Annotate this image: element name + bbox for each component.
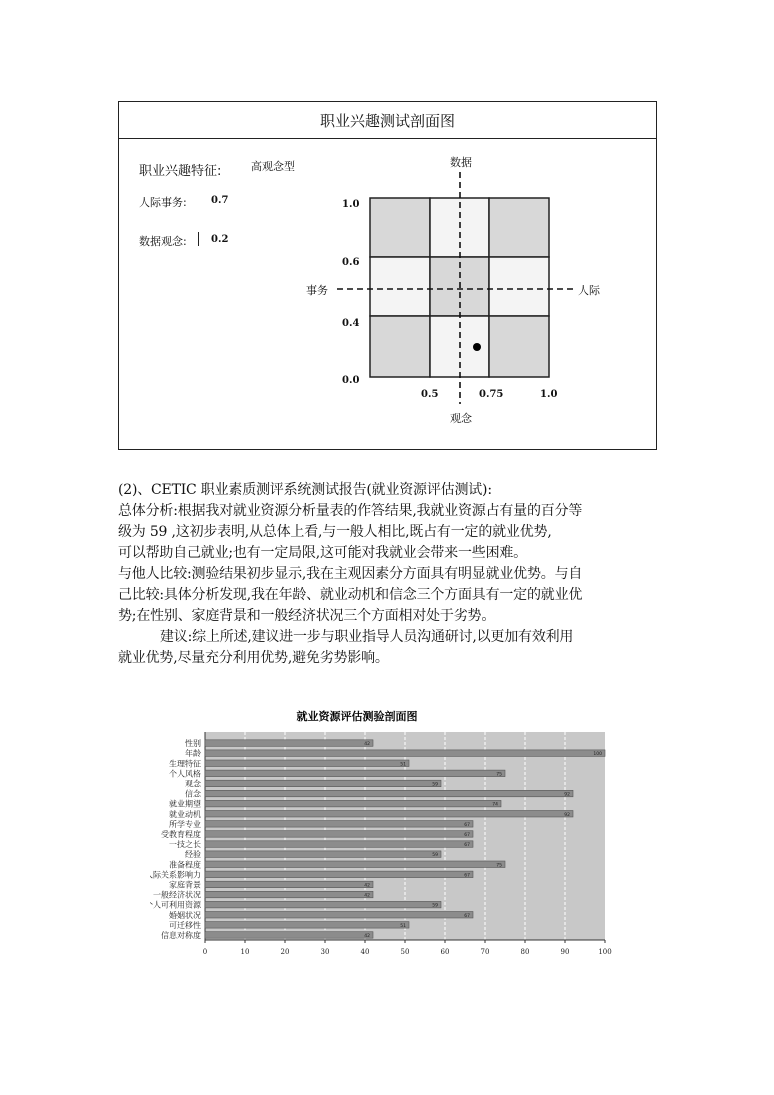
x-tick-label: 80 <box>520 948 530 956</box>
interest-profile-title: 职业兴趣测试剖面图 <box>319 112 455 130</box>
category-label: 性别 <box>185 739 201 749</box>
value-label: 100 <box>593 752 602 758</box>
bar <box>205 831 473 837</box>
category-label: 人际关系影响力 <box>150 870 201 880</box>
x-tick-2: 0.75 <box>479 389 504 400</box>
text-line-1: 总体分析:根据我对就业资源分析量表的作答结果,我就业资源占有量的百分等 <box>118 503 583 519</box>
value-label: 51 <box>400 762 406 768</box>
bar <box>205 811 573 817</box>
x-tick-label: 20 <box>280 948 290 956</box>
value-label: 67 <box>464 832 470 838</box>
value-label: 42 <box>364 883 370 889</box>
row1-label: 人际事务: <box>139 196 187 209</box>
category-label: 观念 <box>185 779 201 789</box>
bar <box>205 800 501 806</box>
category-label: 就业期望 <box>169 799 201 809</box>
x-tick-label: 100 <box>598 948 612 956</box>
resource-chart-svg <box>150 700 620 970</box>
category-label: 一般经济状况 <box>153 890 201 900</box>
value-label: 75 <box>496 772 502 778</box>
category-label: 一技之长 <box>169 840 201 850</box>
category-label: 信息对称度 <box>161 930 201 940</box>
grid-cell-tl <box>370 198 430 257</box>
grid-cell-bl <box>370 316 430 377</box>
category-label: 家庭背景 <box>169 880 201 890</box>
bar <box>205 851 441 857</box>
feature-label: 职业兴趣特征: <box>139 164 222 179</box>
value-label: 42 <box>364 933 370 939</box>
grid-cell-br <box>489 316 549 377</box>
axis-top-label: 数据 <box>450 156 472 169</box>
value-label: 67 <box>464 843 470 849</box>
text-line-3: 可以帮助自己就业;也有一定局限,这可能对我就业会带来一些困难。 <box>118 545 527 561</box>
y-tick-2: 0.6 <box>342 257 360 268</box>
bar <box>205 790 573 796</box>
category-label: 婚姻状况 <box>169 910 201 920</box>
y-tick-1: 1.0 <box>342 199 360 210</box>
bar <box>205 881 373 887</box>
category-label: 个人风格 <box>169 769 201 779</box>
text-line-2: 级为 59 ,这初步表明,从总体上看,与一般人相比,既占有一定的就业优势, <box>118 524 552 540</box>
grid-cell-ml <box>370 257 430 316</box>
report-heading: (2)、CETIC 职业素质测评系统测试报告(就业资源评估测试): <box>118 482 492 498</box>
bar <box>205 760 409 766</box>
category-label: 所学专业 <box>169 819 201 829</box>
value-label: 42 <box>364 742 370 748</box>
interest-profile-figure <box>118 101 657 450</box>
text-line-8: 就业优势,尽量充分利用优势,避免劣势影响。 <box>118 650 389 666</box>
axis-left-label: 事务 <box>306 284 328 297</box>
feature-value: 高观念型 <box>251 160 295 173</box>
category-label: 年龄 <box>185 749 201 759</box>
row2-value: 0.2 <box>211 234 229 245</box>
report-text <box>118 480 658 669</box>
x-tick-label: 70 <box>480 948 490 956</box>
profile-point <box>473 343 481 351</box>
bar <box>205 740 373 746</box>
value-label: 59 <box>432 782 438 788</box>
chart-title: 就业资源评估测验剖面图 <box>296 710 418 723</box>
value-label: 42 <box>364 893 370 899</box>
text-line-7: 建议:综上所述,建议进一步与职业指导人员沟通研讨,以更加有效利用 <box>160 629 574 645</box>
bar <box>205 750 605 756</box>
value-label: 67 <box>464 913 470 919</box>
bar <box>205 901 441 907</box>
bar <box>205 770 505 776</box>
value-label: 67 <box>464 873 470 879</box>
interest-grid-svg <box>119 102 656 449</box>
category-label: 就业动机 <box>169 809 201 819</box>
bar <box>205 891 373 897</box>
y-tick-3: 0.4 <box>342 318 360 329</box>
resource-chart <box>150 700 620 970</box>
value-label: 59 <box>432 853 438 859</box>
row2-label: 数据观念: <box>139 235 187 248</box>
grid-cell-mr <box>489 257 549 316</box>
category-label: 信念 <box>185 789 201 799</box>
category-label: 经验 <box>185 850 201 860</box>
value-label: 67 <box>464 822 470 828</box>
value-label: 92 <box>564 812 570 818</box>
bar <box>205 821 473 827</box>
bar <box>205 912 473 918</box>
bar <box>205 861 505 867</box>
x-tick-label: 50 <box>400 948 410 956</box>
value-label: 75 <box>496 863 502 869</box>
grid-cell-tr <box>489 198 549 257</box>
x-tick-label: 90 <box>560 948 570 956</box>
y-tick-4: 0.0 <box>342 375 360 386</box>
text-line-6: 势;在性别、家庭背景和一般经济状况三个方面相对处于劣势。 <box>118 608 496 624</box>
bar <box>205 780 441 786</box>
bar <box>205 932 373 938</box>
x-tick-label: 0 <box>202 948 208 956</box>
text-line-4: 与他人比较:测验结果初步显示,我在主观因素分方面具有明显就业优势。与自 <box>118 566 583 582</box>
bar <box>205 841 473 847</box>
x-tick-label: 40 <box>360 948 370 956</box>
value-label: 59 <box>432 903 438 909</box>
bar <box>205 871 473 877</box>
category-label: 可迁移性 <box>169 920 201 930</box>
row1-value: 0.7 <box>211 195 229 206</box>
x-tick-1: 0.5 <box>421 389 439 400</box>
axis-bottom-label: 观念 <box>450 412 472 425</box>
category-label: 准备程度 <box>169 860 201 870</box>
x-tick-label: 60 <box>440 948 450 956</box>
x-tick-label: 10 <box>240 948 250 956</box>
value-label: 92 <box>564 792 570 798</box>
x-tick-label: 30 <box>320 948 330 956</box>
value-label: 74 <box>492 802 498 808</box>
bar <box>205 922 409 928</box>
category-label: 生理特征 <box>169 759 201 769</box>
axis-right-label: 人际 <box>578 284 600 297</box>
category-label: 个人可利用资源 <box>150 900 201 910</box>
text-line-5: 己比较:具体分析发现,我在年龄、就业动机和信念三个方面具有一定的就业优 <box>118 587 583 603</box>
value-label: 51 <box>400 923 406 929</box>
category-label: 受教育程度 <box>161 829 201 839</box>
x-tick-3: 1.0 <box>540 389 558 400</box>
